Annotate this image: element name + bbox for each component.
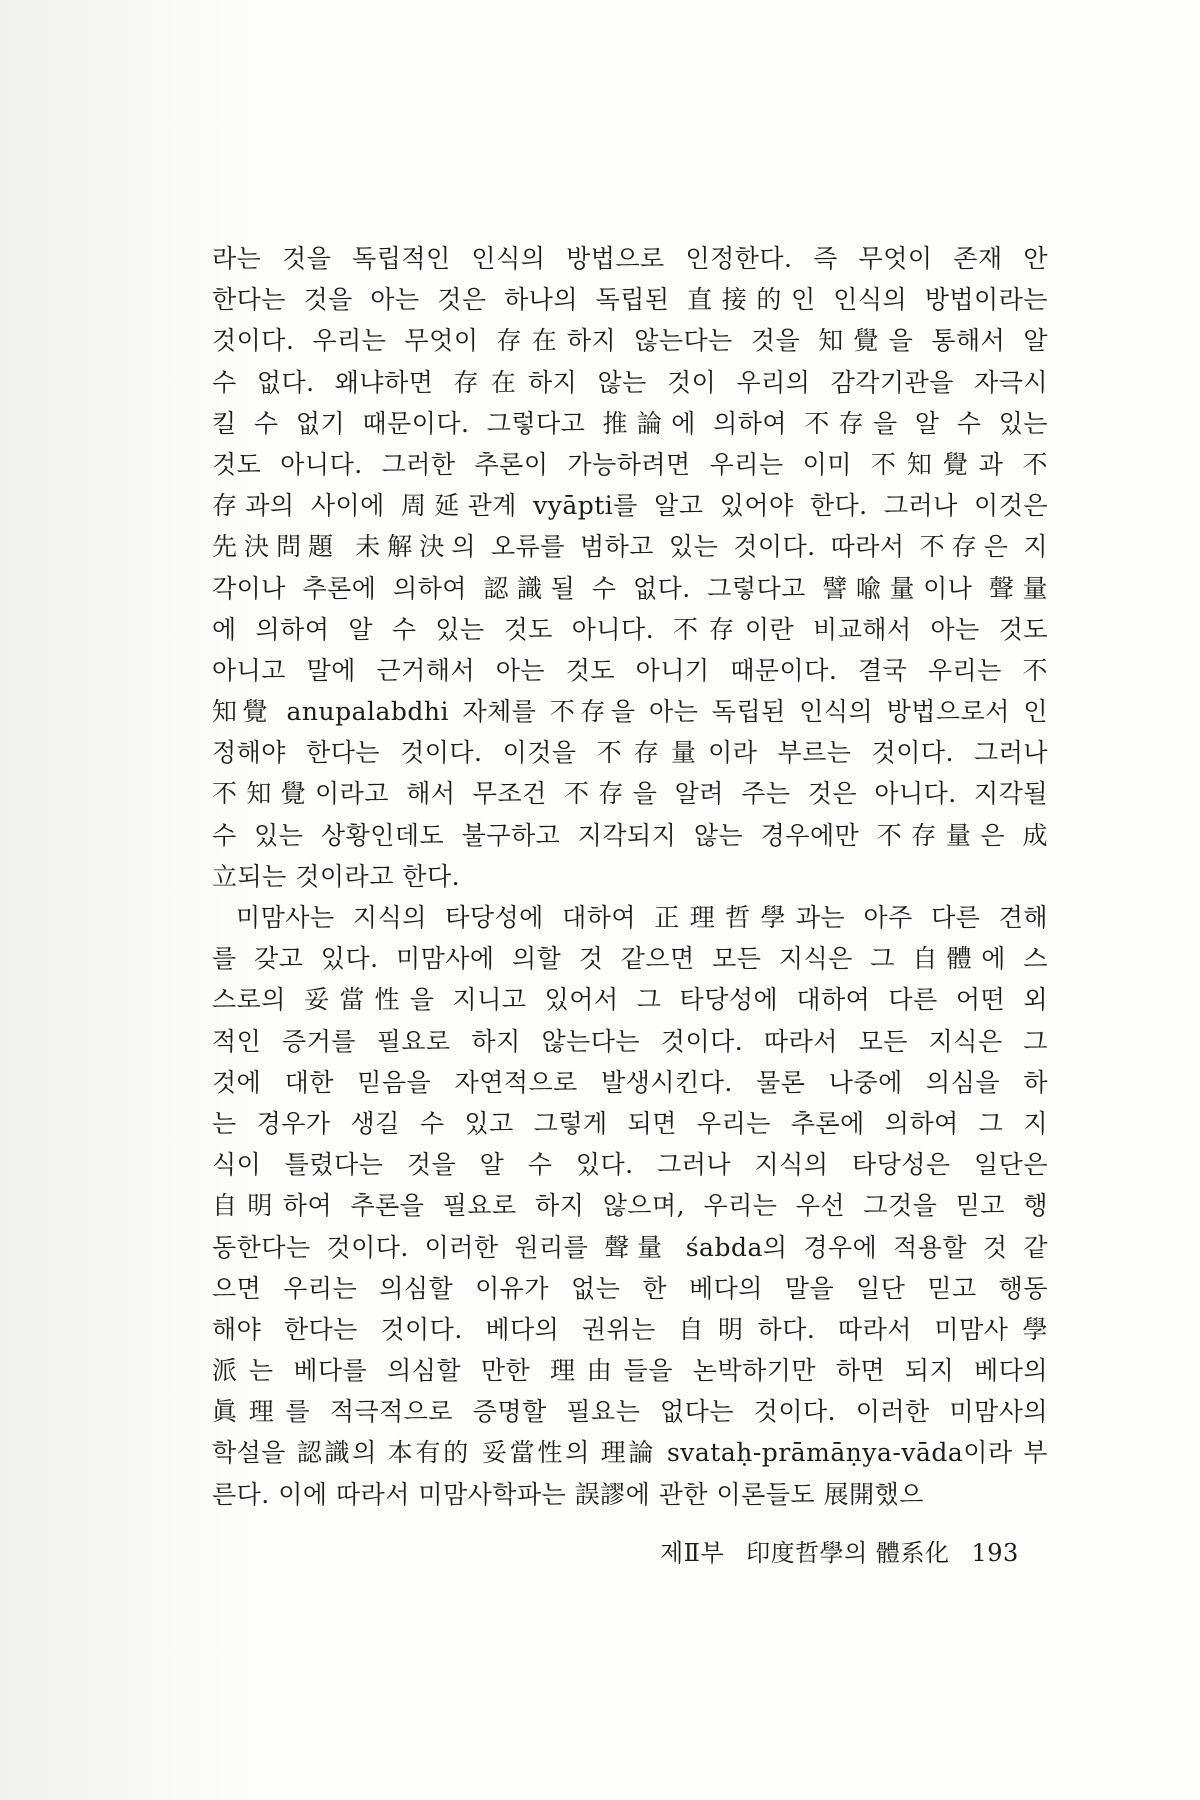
text-line: 동한다는 것이다. 이러한 원리를 聲量 śabda의 경우에 적용할 것 같 [212,1232,1048,1262]
text-line: 스로의 妥當性을 지니고 있어서 그 타당성에 대하여 다른 어떤 외 [212,985,1048,1015]
text-line: 것에 대한 믿음을 자연적으로 발생시킨다. 물론 나중에 의심을 하 [212,1067,1048,1097]
footer-title: 印度哲學의 體系化 [746,1539,950,1567]
text-line: 는 경우가 생길 수 있고 그렇게 되면 우리는 추론에 의하여 그 지 [212,1108,1048,1138]
text-line: 한다는 것을 아는 것은 하나의 독립된 直接的인 인식의 방법이라는 [212,285,1048,315]
text-line: 存과의 사이에 周延관계 vyāpti를 알고 있어야 한다. 그러나 이것은 [212,491,1048,521]
text-line: 으면 우리는 의심할 이유가 없는 한 베다의 말을 일단 믿고 행동 [212,1273,1048,1303]
text-line: 수 없다. 왜냐하면 存在하지 않는 것이 우리의 감각기관을 자극시 [212,367,1048,397]
text-line: 정해야 한다는 것이다. 이것을 不存量이라 부르는 것이다. 그러나 [212,738,1048,768]
text-line: 立되는 것이라고 한다. [212,861,461,891]
paragraph [212,897,1048,1515]
text-line: 것이다. 우리는 무엇이 存在하지 않는다는 것을 知覺을 통해서 알 [212,326,1048,356]
text-line: 식이 틀렸다는 것을 알 수 있다. 그러나 지식의 타당성은 일단은 [212,1150,1048,1180]
footer-part: 제Ⅱ부 [660,1539,725,1567]
text-line: 적인 증거를 필요로 하지 않는다는 것이다. 따라서 모든 지식은 그 [212,1026,1048,1056]
text-line: 를 갖고 있다. 미맘사에 의할 것 같으면 모든 지식은 그 自體에 스 [212,944,1048,974]
text-line: 미맘사는 지식의 타당성에 대하여 正理哲學과는 아주 다른 견해 [236,903,1048,932]
text-line: 킬 수 없기 때문이다. 그렇다고 推論에 의하여 不存을 알 수 있는 [212,408,1048,438]
text-line: 에 의하여 알 수 있는 것도 아니다. 不存이란 비교해서 아는 것도 [212,614,1048,644]
text-line: 각이나 추론에 의하여 認識될 수 없다. 그렇다고 譬喩量이나 聲量 [212,573,1048,603]
text-line: 先決問題 未解決의 오류를 범하고 있는 것이다. 따라서 不存은 지 [212,532,1048,562]
text-line: 派는 베다를 의심할 만한 理由들을 논박하기만 하면 되지 베다의 [212,1356,1048,1386]
text-line: 것도 아니다. 그러한 추론이 가능하려면 우리는 이미 不知覺과 不 [212,449,1048,479]
text-line: 수 있는 상황인데도 불구하고 지각되지 않는 경우에만 不存量은 成 [212,820,1048,850]
text-line: 自明하여 추론을 필요로 하지 않으며, 우리는 우선 그것을 믿고 행 [212,1191,1048,1221]
body-text [212,238,1048,1515]
text-line: 른다. 이에 따라서 미맘사학파는 誤謬에 관한 이론들도 展開했으 [212,1479,924,1509]
text-line: 不知覺이라고 해서 무조건 不存을 알려 주는 것은 아니다. 지각될 [212,779,1048,809]
running-footer [660,1533,1019,1568]
text-line: 학설을 認識의 本有的 妥當性의 理論 svataḥ-prāmāṇya-vāda이라 부 [212,1438,1048,1468]
text-line: 眞理를 적극적으로 증명할 필요는 없다는 것이다. 이러한 미맘사의 [212,1397,1048,1427]
text-line: 해야 한다는 것이다. 베다의 권위는 自明하다. 따라서 미맘사學 [212,1314,1048,1344]
text-line: 라는 것을 독립적인 인식의 방법으로 인정한다. 즉 무엇이 존재 안 [212,244,1048,273]
paragraph [212,238,1048,897]
page-number: 193 [971,1539,1019,1567]
text-line: 知覺 anupalabdhi 자체를 不存을 아는 독립된 인식의 방법으로서 인 [212,697,1048,727]
text-line: 아니고 말에 근거해서 아는 것도 아니기 때문이다. 결국 우리는 不 [212,655,1048,685]
